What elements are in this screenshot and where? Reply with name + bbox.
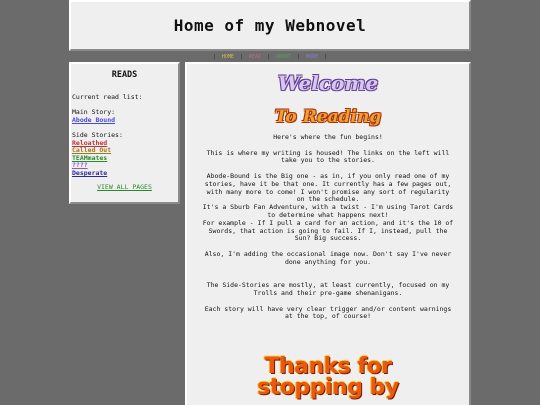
welcome-banner: Welcome [277, 71, 379, 95]
story-link-called-out[interactable]: Called Out [72, 146, 112, 155]
intro-paragraph: It's a Sburb Fan Adventure, with a twist - I'm using Tarot Cards to determine what happens next! [202, 203, 454, 219]
intro-paragraph: Each story will have very clear trigger and/or content warnings at the top, of course! [204, 304, 452, 321]
story-link-reloathed[interactable]: Reloathed [72, 138, 108, 147]
nav-separator: | [239, 54, 243, 60]
nav-separator: | [266, 54, 270, 60]
nav-link-read[interactable]: READ [248, 54, 261, 60]
thanks-line: stopping by [257, 375, 399, 400]
nav-separator: | [212, 54, 216, 60]
intro-paragraph: Here's where the fun begins! [273, 133, 383, 141]
intro-text [187, 134, 469, 321]
site-title: Home of my Webnovel [173, 16, 367, 35]
current-read-label: Current read list: [72, 93, 143, 101]
nav-link-home[interactable]: HOME [221, 54, 234, 60]
header-panel [69, 0, 471, 51]
reads-sidebar [69, 62, 180, 204]
story-link-desperate[interactable]: Desperate [72, 168, 108, 177]
thanks-banner [187, 356, 469, 398]
thanks-line: Thanks for [264, 354, 392, 379]
main-story-label: Main Story: [72, 108, 116, 117]
nav-separator: | [297, 54, 301, 60]
nav-link-more[interactable]: MORE [306, 54, 319, 60]
intro-paragraph: The Side-Stories are mostly, at least currently, focused on my Trolls and their pre-game shenanigans. [206, 281, 450, 297]
sidebar-title: READS [111, 70, 138, 80]
to-reading-banner: To Reading [274, 107, 382, 127]
story-link-abode-bound[interactable]: Abode Bound [72, 115, 116, 124]
intro-paragraph: Abode-Bound is the Big one - as in, if you only read one of my stories, have it be that one. It currently has a few pages out, with many more to come! I won't promise any sort of regularity on the schedule. [204, 171, 452, 204]
intro-paragraph: For example - If I pull a card for an action, and it's the 10 of Swords, that action is going to fail. If I, instead, pull the Sun? Big success. [202, 218, 454, 243]
intro-paragraph: This is where my writing is housed! The links on the left will take you to the stories. [206, 148, 450, 165]
nav-link-about[interactable]: ABOUT [276, 54, 292, 60]
story-link-unknown[interactable]: ???? [72, 161, 88, 170]
side-stories-label: Side Stories: [72, 130, 123, 139]
story-link-teammates[interactable]: TEAMmates [72, 153, 108, 162]
top-nav [0, 54, 540, 60]
intro-paragraph: Also, I'm adding the occasional image now. Don't say I've never done anything for you. [204, 249, 452, 266]
main-content-panel [185, 62, 471, 405]
view-all-pages-link[interactable]: VIEW ALL PAGES [97, 182, 152, 191]
nav-separator: | [324, 54, 328, 60]
